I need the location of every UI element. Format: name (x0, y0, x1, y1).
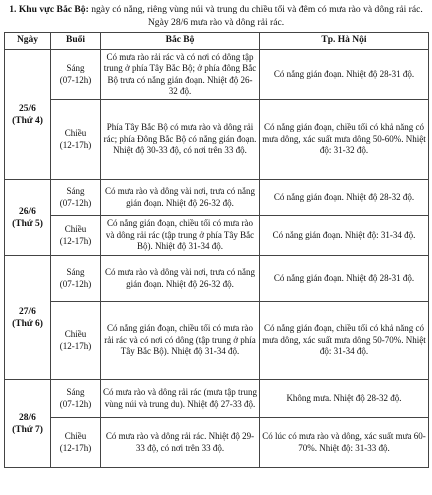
session-name: Sáng (66, 63, 85, 73)
ha-noi-forecast: Có nắng gián đoạn, chiều tối có khả năng có mưa dông, xác suất mưa dông 50-70%. Nhiệt độ: 31-34 độ. (260, 302, 429, 380)
intro-paragraph (4, 4, 428, 29)
day-cell (5, 180, 51, 256)
table-row (5, 256, 429, 302)
ha-noi-forecast: Có nắng gián đoạn. Nhiệt độ: 31-34 độ. (260, 216, 429, 256)
session-name: Sáng (66, 387, 85, 397)
day-date: 26/6 (19, 206, 36, 217)
session-cell (51, 50, 101, 100)
region-summary: ngày có nắng, riêng vùng núi và trung du chiều tối và đêm có mưa rào và dông rải rác. Ngày 28/6 mưa rào và dông rải rác. (88, 4, 423, 28)
header-ha-noi: Tp. Hà Nội (260, 33, 429, 50)
day-weekday: (Thứ 7) (12, 424, 43, 435)
day-date: 27/6 (19, 306, 36, 317)
bac-bo-forecast: Có mưa rào và dông rải rác (mưa tập trung vùng núi và trung du). Nhiệt độ 27-33 độ. (101, 380, 260, 418)
session-cell (51, 216, 101, 256)
session-time: (07-12h) (59, 278, 92, 289)
region-heading: 1. Khu vực Bắc Bộ: (9, 4, 89, 15)
day-weekday: (Thứ 4) (12, 115, 43, 126)
header-day: Ngày (5, 33, 51, 50)
session-name: Chiều (64, 224, 87, 234)
table-row (5, 418, 429, 468)
session-time: (07-12h) (59, 197, 92, 208)
table-row (5, 216, 429, 256)
session-name: Chiều (64, 128, 87, 138)
session-name: Chiều (64, 329, 87, 339)
ha-noi-forecast: Có nắng gián đoạn. Nhiệt độ 28-31 độ. (260, 256, 429, 302)
bac-bo-forecast: Có mưa rào và dông vài nơi, trưa có nắng gián đoạn. Nhiệt độ 26-32 độ. (101, 256, 260, 302)
session-name: Sáng (66, 186, 85, 196)
day-weekday: (Thứ 6) (12, 318, 43, 329)
session-time: (12-17h) (59, 139, 92, 150)
bac-bo-forecast: Có nắng gián đoạn, chiều tối có mưa rào rải rác và có nơi có dông (tập trung ở phía Tây Bắc Bộ). Nhiệt độ 31-34 độ. (101, 302, 260, 380)
day-cell (5, 380, 51, 468)
day-cell (5, 256, 51, 380)
session-time: (07-12h) (59, 398, 92, 409)
session-time: (07-12h) (59, 74, 92, 85)
bac-bo-forecast: Phía Tây Bắc Bộ có mưa rào và dông rải rác; phía Đông Bắc Bộ có nắng gián đoạn. Nhiệt độ 30-33 độ, có nơi trên 33 độ. (101, 100, 260, 180)
session-cell (51, 380, 101, 418)
session-time: (12-17h) (59, 340, 92, 351)
day-cell (5, 50, 51, 180)
header-bac-bo: Bắc Bộ (101, 33, 260, 50)
session-cell (51, 302, 101, 380)
session-name: Chiều (64, 431, 87, 441)
ha-noi-forecast: Không mưa. Nhiệt độ 28-32 độ. (260, 380, 429, 418)
table-row (5, 180, 429, 216)
bac-bo-forecast: Có mưa rào và dông rải rác. Nhiệt độ 29-33 độ, có nơi trên 33 độ. (101, 418, 260, 468)
bac-bo-forecast: Có mưa rào và dông vài nơi, trưa có nắng gián đoạn. Nhiệt độ 26-32 độ. (101, 180, 260, 216)
day-date: 25/6 (19, 103, 36, 114)
forecast-table (4, 32, 429, 468)
bac-bo-forecast: Có nắng gián đoạn, chiều tối có mưa rào và dông rải rác (tập trung ở phía Tây Bắc Bộ). Nhiệt độ 31-34 độ. (101, 216, 260, 256)
session-time: (12-17h) (59, 235, 92, 246)
session-cell (51, 180, 101, 216)
header-session: Buổi (51, 33, 101, 50)
table-row (5, 100, 429, 180)
session-cell (51, 100, 101, 180)
ha-noi-forecast: Có nắng gián đoạn, chiều tối có khả năng có mưa dông, xác suất mưa dông 50-60%. Nhiệt độ: 31-32 độ. (260, 100, 429, 180)
ha-noi-forecast: Có nắng gián đoạn. Nhiệt độ 28-31 độ. (260, 50, 429, 100)
table-row (5, 50, 429, 100)
ha-noi-forecast: Có lúc có mưa rào và dông, xác suất mưa 60-70%. Nhiệt độ: 31-33 độ. (260, 418, 429, 468)
session-cell (51, 418, 101, 468)
table-row (5, 380, 429, 418)
session-name: Sáng (66, 267, 85, 277)
session-cell (51, 256, 101, 302)
session-time: (12-17h) (59, 442, 92, 453)
day-weekday: (Thứ 5) (12, 218, 43, 229)
header-row (5, 33, 429, 50)
bac-bo-forecast: Có mưa rào rải rác và có nơi có dông tập trung ở phía Tây Bắc Bộ; ở phía đông Bắc Bộ trưa có nắng gián đoạn. Nhiệt độ 26-32 độ. (101, 50, 260, 100)
table-row (5, 302, 429, 380)
ha-noi-forecast: Có nắng gián đoạn. Nhiệt độ 28-32 độ. (260, 180, 429, 216)
day-date: 28/6 (19, 412, 36, 423)
